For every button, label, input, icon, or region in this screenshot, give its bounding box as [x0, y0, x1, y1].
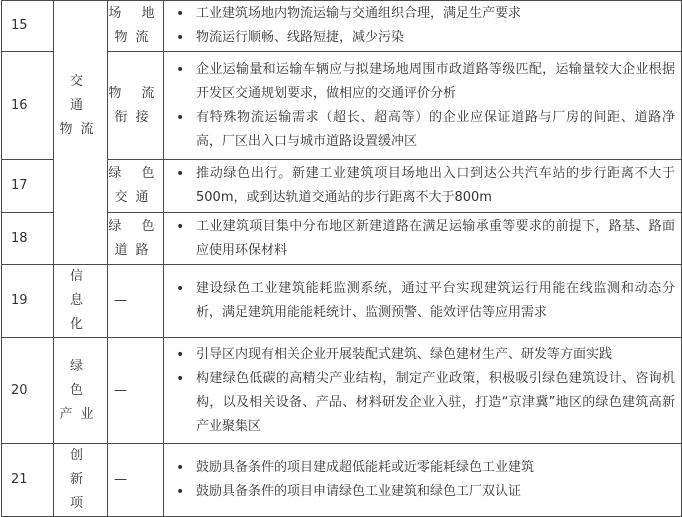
- requirement-cell: [164, 160, 682, 213]
- row-number: 16: [2, 52, 54, 160]
- subcategory-cell: [108, 265, 164, 338]
- requirement-cell: [164, 1, 682, 52]
- bullet-item: • 工业建筑场地内物流运输与交通组织合理，满足生产要求: [174, 2, 675, 26]
- subcategory-cell: [108, 444, 164, 517]
- subcategory-cell: 场 地 物流: [108, 1, 164, 52]
- bullet-item: • 鼓励具备条件的项目申请绿色工业建筑和绿色工厂双认证: [174, 480, 675, 504]
- table-row: [2, 213, 682, 265]
- bullet-item: • 有特殊物流运输需求（超长、超高等）的企业应保证道路与厂房的间距、道路净高，厂区出入口与城市道路设置缓冲区: [174, 106, 675, 154]
- subcategory-cell: 绿 色 道路: [108, 213, 164, 265]
- standards-table: [1, 0, 682, 517]
- bullet-item: • 引导区内现有相关企业开展装配式建筑、绿色建材生产、研发等方面实践: [174, 343, 675, 367]
- empty-dash: —: [114, 472, 127, 487]
- requirement-cell: [164, 213, 682, 265]
- table-row: [2, 265, 682, 338]
- row-number: 21: [2, 444, 54, 517]
- table-row: [2, 160, 682, 213]
- category-cell: 交 通 物流: [54, 52, 108, 160]
- category-cell: 绿 色 产业: [54, 338, 108, 444]
- requirement-cell: [164, 338, 682, 444]
- subcategory-cell: [108, 338, 164, 444]
- requirement-cell: [164, 444, 682, 517]
- table-row: [2, 52, 682, 160]
- requirement-cell: [164, 265, 682, 338]
- subcategory-cell: 绿 色 交通: [108, 160, 164, 213]
- row-number: 18: [2, 213, 54, 265]
- empty-dash: —: [114, 382, 127, 398]
- bullet-item: • 构建绿色低碳的高精尖产业结构，制定产业政策，积极吸引绿色建筑设计、咨询机构，以及相关设备、产品、材料研发企业入驻，打造“京津冀”地区的绿色建筑高新产业聚集区: [174, 367, 675, 439]
- bullet-item: • 鼓励具备条件的项目建成超低能耗或近零能耗绿色工业建筑: [174, 456, 675, 480]
- category-cell: 信 息 化: [54, 265, 108, 338]
- category-cell: 创 新 项: [54, 444, 108, 517]
- row-number: 19: [2, 265, 54, 338]
- bullet-item: • 推动绿色出行。新建工业建筑项目场地出入口到达公共汽车站的步行距离不大于500m，或到达轨道交通站的步行距离不大于800m: [174, 162, 675, 210]
- bullet-item: • 物流运行顺畅、线路短捷，减少污染: [174, 26, 675, 50]
- row-number: 15: [2, 1, 54, 52]
- bullet-item: • 企业运输量和运输车辆应与拟建场地周围市政道路等级匹配，运输量较大企业根据开发区交通规划要求，做相应的交通评价分析: [174, 58, 675, 106]
- row-number: 20: [2, 338, 54, 444]
- table-row: [2, 1, 682, 52]
- bullet-item: • 工业建筑项目集中分布地区新建道路在满足运输承重等要求的前提下，路基、路面应使用环保材料: [174, 215, 675, 263]
- row-number: 17: [2, 160, 54, 213]
- bullet-item: • 建设绿色工业建筑能耗监测系统，通过平台实现建筑运行用能在线监测和动态分析，满足建筑用能能耗统计、监测预警、能效评估等应用需求: [174, 277, 675, 325]
- empty-dash: —: [114, 293, 127, 308]
- category-cell: [54, 213, 108, 265]
- table-row: [2, 338, 682, 444]
- subcategory-cell: 物 流 衔接: [108, 52, 164, 160]
- category-cell: [54, 160, 108, 213]
- table-row: [2, 444, 682, 517]
- requirement-cell: [164, 52, 682, 160]
- category-cell: [54, 1, 108, 52]
